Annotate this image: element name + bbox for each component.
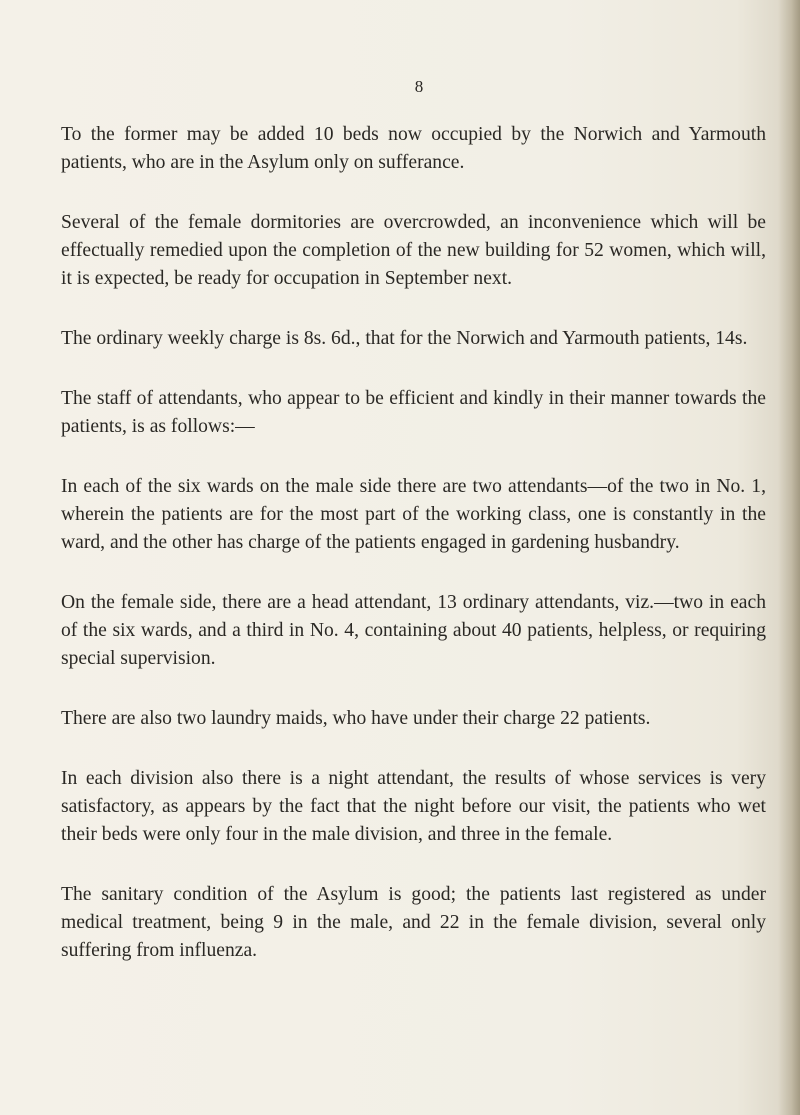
paragraph-8: In each division also there is a night attendant, the results of whose services is very satisfactory, as appears by the fact that the night before our visit, the patients who wet their beds were only four in the male division, and three in the female. [61, 768, 766, 845]
paragraph-4: The staff of attendants, who appear to be efficient and kindly in their manner towards the patients, is as follows:— [61, 388, 766, 437]
paragraph-6: On the female side, there are a head attendant, 13 ordinary attendants, viz.—two in each of the six wards, and a third in No. 4, containing about 40 patients, helpless, or requiring special supervision. [61, 592, 766, 669]
paragraph-1: To the former may be added 10 beds now occupied by the Norwich and Yarmouth patients, who are in the Asylum only on sufferance. [61, 124, 766, 173]
paragraph-7: There are also two laundry maids, who have under their charge 22 patients. [61, 708, 651, 729]
paragraph-5: In each of the six wards on the male side there are two attendants—of the two in No. 1, wherein the patients are for the most part of the working class, one is constantly in the ward, and the other has charge of the patients engaged in gardening husbandry. [61, 476, 766, 553]
paragraph-9: The sanitary condition of the Asylum is good; the patients last registered as under medical treatment, being 9 in the male, and 22 in the female division, several only suffering from influenza. [61, 884, 766, 961]
paragraph-2: Several of the female dormitories are overcrowded, an inconvenience which will be effectually remedied upon the completion of the new building for 52 women, which will, it is expected, be ready for occupation in September next. [61, 212, 766, 289]
page-edge-shadow [778, 0, 800, 1115]
page-number: 8 [414, 77, 424, 96]
paragraph-3: The ordinary weekly charge is 8s. 6d., that for the Norwich and Yarmouth patients, 14s. [61, 328, 748, 349]
body-text [61, 121, 766, 965]
